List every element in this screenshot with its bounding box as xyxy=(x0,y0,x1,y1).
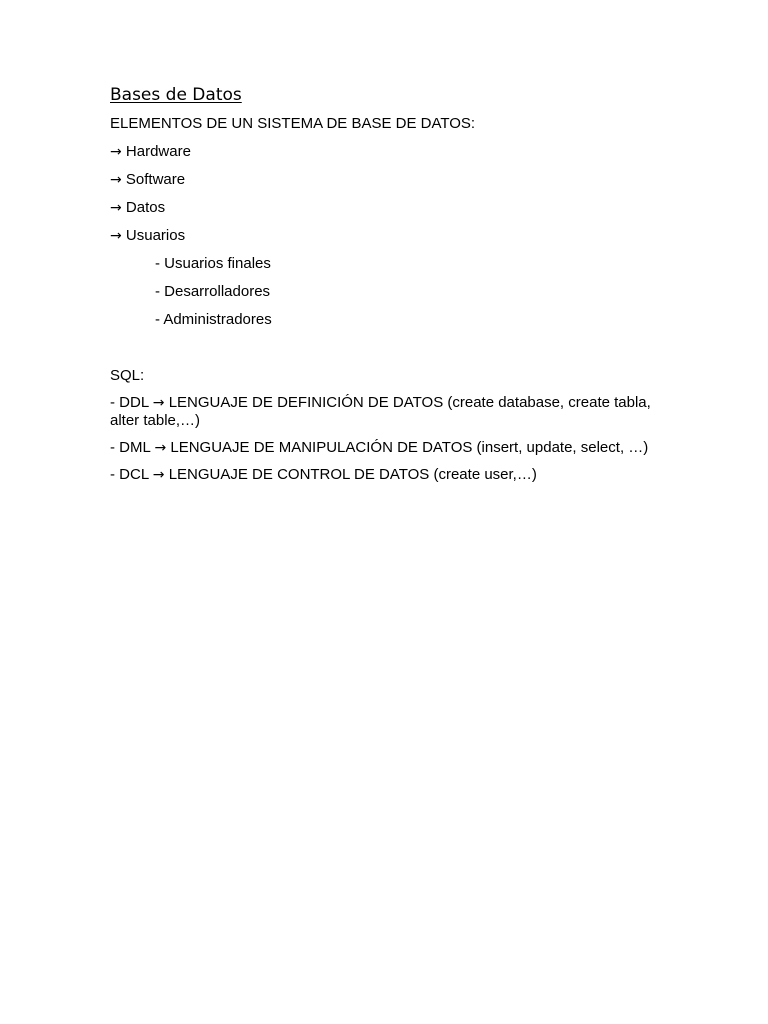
spacer xyxy=(110,339,658,367)
arrow-right-icon: → xyxy=(152,395,165,411)
sql-item-text: LENGUAJE DE DEFINICIÓN DE DATOS (create database, create tabla, alter table,…) xyxy=(110,394,651,429)
list-item-label: Usuarios xyxy=(125,227,186,244)
sql-section xyxy=(110,367,658,484)
list-item xyxy=(110,227,658,245)
sql-item xyxy=(110,394,658,430)
elements-heading: ELEMENTOS DE UN SISTEMA DE BASE DE DATOS: xyxy=(110,115,476,132)
list-item-label: Software xyxy=(125,171,186,188)
sql-item-prefix: - DCL xyxy=(110,466,149,483)
sql-item-prefix: - DDL xyxy=(110,394,149,411)
arrow-right-icon: → xyxy=(110,172,122,188)
user-type-item: - Usuarios finales xyxy=(155,255,271,272)
list-item xyxy=(110,171,658,189)
elements-list xyxy=(110,143,658,329)
document-title: Bases de Datos xyxy=(110,85,242,105)
arrow-right-icon: → xyxy=(152,467,165,483)
user-type-item: - Administradores xyxy=(155,311,272,328)
sql-item-text: LENGUAJE DE CONTROL DE DATOS (create user,…) xyxy=(168,466,537,483)
user-type-item: - Desarrolladores xyxy=(155,283,271,300)
sql-item-prefix: - DML xyxy=(110,439,151,456)
list-item-label: Hardware xyxy=(125,143,191,160)
sql-item-text: LENGUAJE DE MANIPULACIÓN DE DATOS (insert, update, select, …) xyxy=(170,439,649,456)
list-item xyxy=(110,143,658,161)
list-item-label: Datos xyxy=(125,199,166,216)
arrow-right-icon: → xyxy=(110,144,122,160)
sql-item xyxy=(110,439,658,457)
arrow-right-icon: → xyxy=(110,228,122,244)
sql-item xyxy=(110,466,658,484)
arrow-right-icon: → xyxy=(110,200,122,216)
document-page xyxy=(110,84,658,493)
sql-heading: SQL: xyxy=(110,367,145,384)
list-item xyxy=(110,199,658,217)
arrow-right-icon: → xyxy=(154,440,167,456)
